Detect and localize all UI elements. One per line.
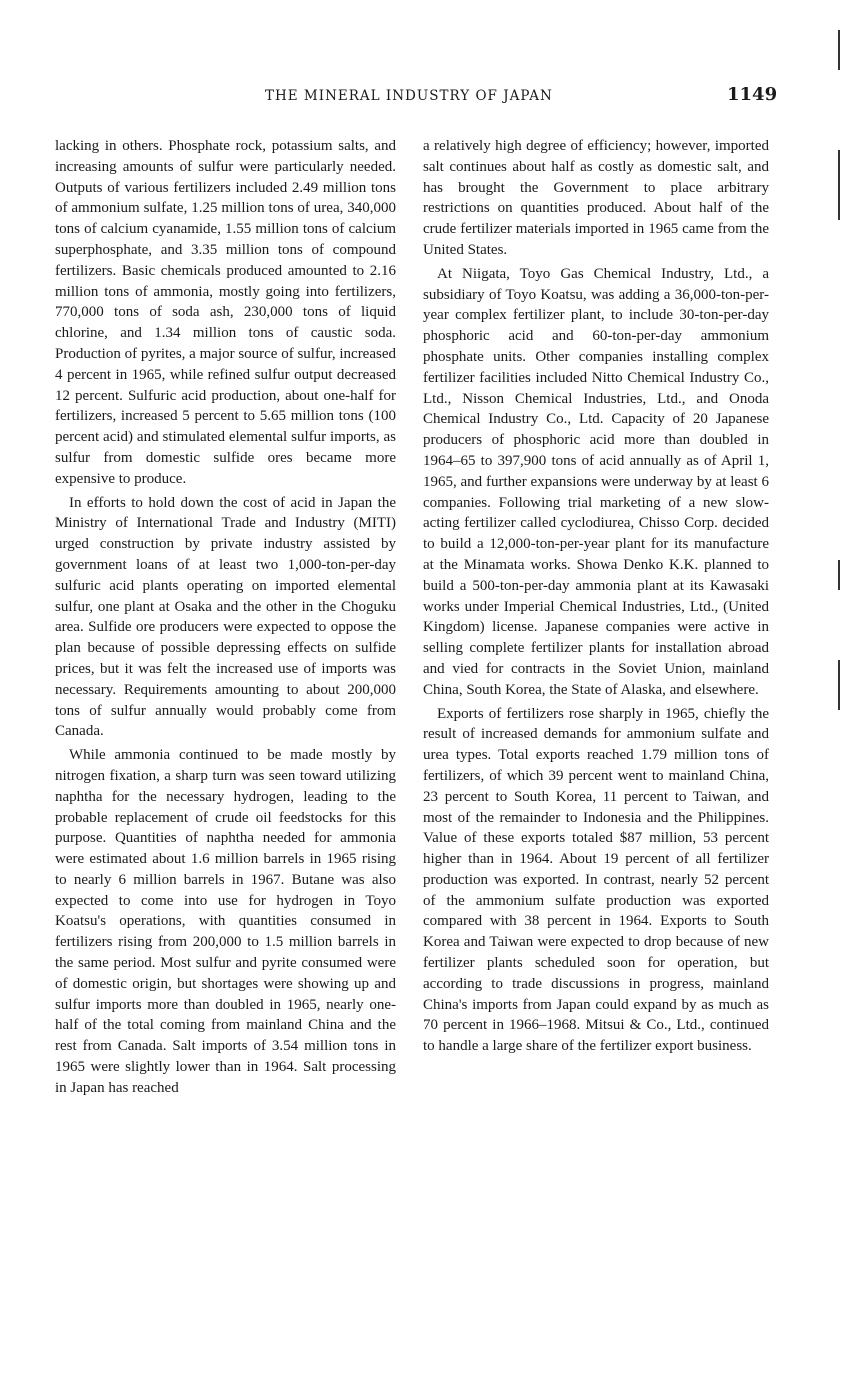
paragraph: In efforts to hold down the cost of acid in Japan the Ministry of International Trade and Industry (MITI) urged construction by private industry assisted by government loans of at least two 1,000-ton-per-day sulfuric acid plants operating on imported elemental sulfur, one plant at Osaka and the other in the Choguku area. Sulfide ore producers were expected to oppose the plan because of possible depressing effects on sulfide prices, but it was felt the increased use of imports was necessary. Requirements amounting to about 200,000 tons of sulfur annually would probably come from Canada. <box>55 494 396 740</box>
running-header-title: THE MINERAL INDUSTRY OF JAPAN <box>265 88 553 104</box>
paragraph: lacking in others. Phosphate rock, potassium salts, and increasing amounts of sulfur were particularly needed. Outputs of various fertilizers included 2.49 million tons of ammonium sulfate, 1.25 million tons of urea, 340,000 tons of calcium cyanamide, 1.55 million tons of calcium superphosphate, and 3.35 million tons of compound fertilizers. Basic chemicals produced amounted to 2.16 million tons of ammonia, mostly going into fertilizers, 770,000 tons of soda ash, 230,000 tons of liquid chlorine, and 1.34 million tons of caustic soda. Production of pyrites, a major source of sulfur, increased 4 percent in 1965, while refined sulfur output decreased 12 percent. Sulfuric acid production, about one-half for fertilizers, increased 5 percent to 5.65 million tons (100 percent acid) and stimulated elemental sulfur imports, as sulfur from domestic sulfide ores became more expensive to produce. <box>55 138 396 487</box>
paragraph: At Niigata, Toyo Gas Chemical Industry, Ltd., a subsidiary of Toyo Koatsu, was adding a 36,000-ton-per-year complex fertilizer plant, to include 30-ton-per-day phosphoric acid and 60-ton-per-day ammonium phosphate units. Other companies installing complex fertilizer facilities included Nitto Chemical Industry Co., Ltd., Nisson Chemical Industries, Ltd., and Onoda Chemical Industry Co., Ltd. Capacity of 20 Japanese producers of phosphoric acid more than doubled in 1964–65 to 397,900 tons of acid annually as of April 1, 1965, and further expansions were underway by at least 6 companies. Following trial marketing of a new slow-acting fertilizer called cyclodiurea, Chisso Corp. decided to build a 12,000-ton-per-year plant for its manufacture at the Minamata works. Showa Denko K.K. planned to build a 500-ton-per-day ammonia plant at its Kawasaki works under Imperial Chemical Industries, Ltd., (United Kingdom) license. Japanese companies were active in selling complete fertilizer plants for installation abroad and vied for contracts in the Soviet Union, mainland China, South Korea, the State of Alaska, and elsewhere. <box>423 265 769 698</box>
right-column <box>423 136 769 1057</box>
scan-edge-mark <box>838 30 840 70</box>
left-column <box>55 136 396 1099</box>
paragraph: While ammonia continued to be made mostly by nitrogen fixation, a sharp turn was seen toward utilizing naphtha for the necessary hydrogen, leading to the probable replacement of crude oil feedstocks for this purpose. Quantities of naphtha needed for ammonia were estimated about 1.6 million barrels in 1965 rising to nearly 6 million barrels in 1967. Butane was also expected to come into use for hydrogen in Toyo Koatsu's operations, with quantities consumed in fertilizers rising from 200,000 to 1.5 million barrels in the same period. Most sulfur and pyrite consumed were of domestic origin, but shortages were showing up and sulfur imports more than doubled in 1965, nearly one-half of the total coming from mainland China and the rest from Canada. Salt imports of 3.54 million tons in 1965 were slightly lower than in 1964. Salt processing in Japan has reached <box>55 747 396 1096</box>
scan-edge-mark <box>838 660 840 710</box>
page-number: 1149 <box>727 84 778 105</box>
scan-edge-mark <box>838 560 840 590</box>
paragraph: Exports of fertilizers rose sharply in 1965, chiefly the result of increased demands for ammonium sulfate and urea types. Total exports reached 1.79 million tons of fertilizers, of which 39 percent went to mainland China, 23 percent to South Korea, 11 percent to Taiwan, and most of the remainder to Indonesia and the Philippines. Value of these exports totaled $87 million, 53 percent higher than in 1964. About 19 percent of all fertilizer production was exported. In contrast, nearly 52 percent of the ammonium sulfate production was exported compared with 38 percent in 1964. Exports to South Korea and Taiwan were expected to drop because of new fertilizer plants scheduled soon for operation, but according to trade discussions in progress, mainland China's imports from Japan could expand by as much as 70 percent in 1966–1968. Mitsui & Co., Ltd., continued to handle a large share of the fertilizer export business. <box>423 705 769 1055</box>
paragraph: a relatively high degree of efficiency; however, imported salt continues about half as costly as domestic salt, and has brought the Government to place arbitrary restrictions on quantities produced. About half of the crude fertilizer materials imported in 1965 came from the United States. <box>423 138 769 258</box>
scan-edge-mark <box>838 150 840 220</box>
